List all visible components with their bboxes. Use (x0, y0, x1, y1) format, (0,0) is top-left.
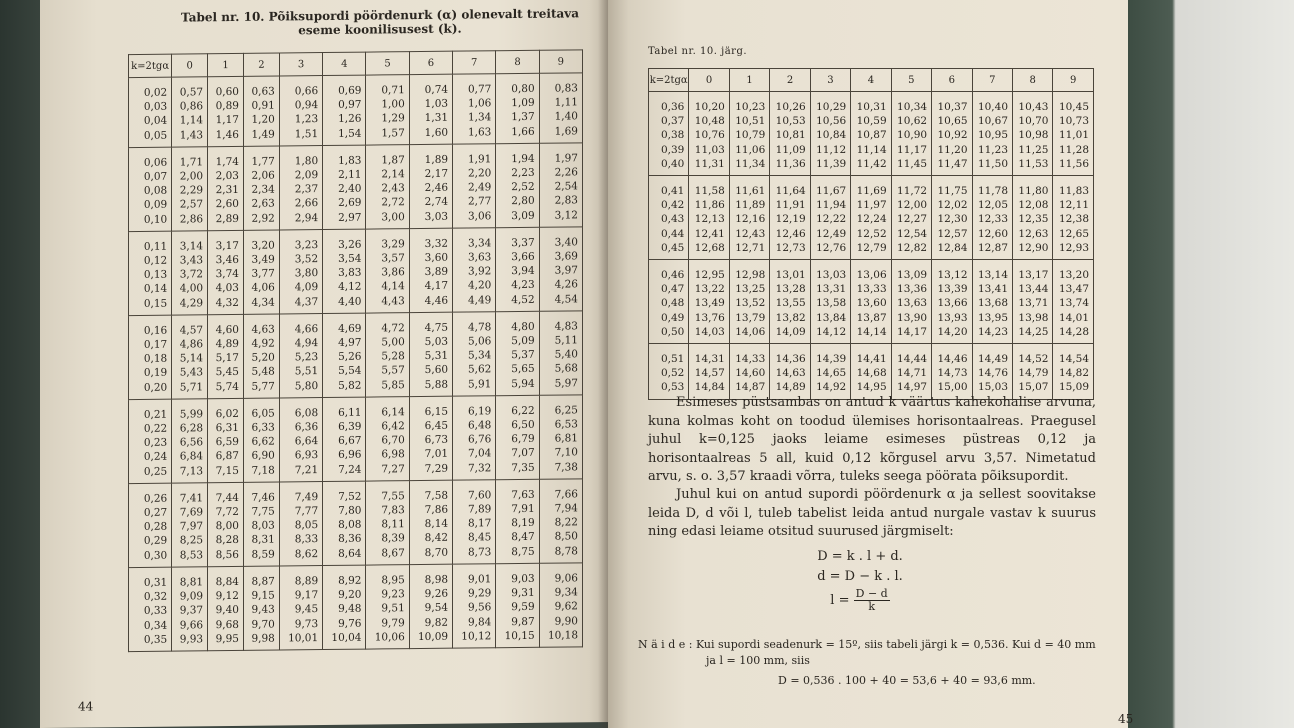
table-row-group (129, 395, 583, 484)
table-title (170, 6, 590, 38)
angle-value-cell: 0,57 0,86 1,14 1,43 (172, 77, 208, 147)
table-continued-label: Tabel nr. 10. järg. (648, 46, 748, 57)
formula-l-fraction (854, 588, 890, 613)
angle-value-cell: 7,63 7,91 8,19 8,47 8,75 (496, 479, 539, 563)
angle-value-cell: 11,80 12,08 12,35 12,63 12,90 (1013, 176, 1053, 260)
angle-value-cell: 6,11 6,39 6,67 6,96 7,24 (323, 397, 366, 481)
angle-value-cell: 14,54 14,82 15,09 (1053, 344, 1094, 400)
table-row-group (129, 73, 583, 148)
angle-value-cell: 0,69 0,97 1,26 1,54 (323, 75, 366, 145)
table-header-cell: k=2tgα (649, 69, 689, 92)
table-header-cell: 6 (409, 51, 452, 74)
angle-value-cell: 3,37 3,66 3,94 4,23 4,52 (496, 227, 539, 311)
angle-value-cell: 7,52 7,80 8,08 8,36 8,64 (323, 481, 366, 565)
fraction-numerator: D − d (855, 587, 888, 600)
angle-value-cell: 0,71 1,00 1,29 1,57 (366, 75, 409, 145)
angle-value-cell: 14,41 14,68 14,95 (851, 344, 891, 400)
table-header-cell: 9 (539, 50, 582, 73)
angle-value-cell: 1,87 2,14 2,43 2,72 3,00 (366, 144, 409, 228)
angle-value-cell: 4,63 4,92 5,20 5,48 5,77 (243, 314, 279, 398)
angle-value-cell: 3,32 3,60 3,89 4,17 4,46 (409, 228, 452, 312)
angle-value-cell: 11,64 11,91 12,19 12,46 12,73 (770, 176, 810, 260)
angle-value-cell: 10,45 10,73 11,01 11,28 11,56 (1053, 92, 1094, 176)
angle-value-cell: 1,74 2,03 2,31 2,60 2,89 (208, 146, 244, 230)
angle-value-cell: 8,81 9,09 9,37 9,66 9,93 (172, 567, 208, 651)
angle-value-cell: 4,78 5,06 5,34 5,62 5,91 (453, 312, 496, 396)
angle-value-cell: 1,97 2,26 2,54 2,83 3,12 (539, 143, 582, 227)
angle-value-cell: 10,31 10,59 10,87 11,14 11,42 (851, 92, 891, 176)
angle-value-cell: 10,43 10,70 10,98 11,25 11,53 (1013, 92, 1053, 176)
angle-value-cell: 13,12 13,39 13,66 13,93 14,20 (932, 260, 972, 344)
table-header-cell: 7 (972, 69, 1012, 92)
k-value-cell: 0,46 0,47 0,48 0,49 0,50 (649, 260, 689, 344)
angle-value-cell: 4,83 5,11 5,40 5,68 5,97 (539, 311, 582, 395)
angle-table-right (648, 68, 1094, 400)
angle-value-cell: 11,78 12,05 12,33 12,60 12,87 (972, 176, 1012, 260)
angle-value-cell: 1,89 2,17 2,46 2,74 3,03 (409, 144, 452, 228)
angle-value-cell: 0,63 0,91 1,20 1,49 (243, 76, 279, 146)
formula-l-lhs: l = (830, 593, 850, 608)
angle-value-cell: 4,57 4,86 5,14 5,43 5,71 (172, 315, 208, 399)
angle-value-cell: 9,03 9,31 9,59 9,87 10,15 (496, 563, 539, 647)
angle-value-cell: 13,09 13,36 13,63 13,90 14,17 (891, 260, 931, 344)
angle-value-cell: 10,40 10,67 10,95 11,23 11,50 (972, 92, 1012, 176)
angle-value-cell: 3,26 3,54 3,83 4,12 4,40 (323, 229, 366, 313)
angle-value-cell: 6,19 6,48 6,76 7,04 7,32 (453, 396, 496, 480)
formula-d: d = D − k . l. (817, 569, 903, 584)
angle-value-cell: 7,46 7,75 8,03 8,31 8,59 (243, 482, 279, 566)
angle-value-cell: 11,83 12,11 12,38 12,65 12,93 (1053, 176, 1094, 260)
angle-value-cell: 1,71 2,00 2,29 2,57 2,86 (172, 147, 208, 231)
angle-value-cell: 11,67 11,94 12,22 12,49 12,76 (810, 176, 850, 260)
paragraph-instruction: Juhul kui on antud supordi pöördenurk α ja sellest soovitakse leida D, d või l, tuleb tabelist leida antud nurgale vastav k suurus ning edasi leiame otsitud suurused järgmiselt: (648, 487, 1096, 539)
angle-value-cell: 1,77 2,06 2,34 2,63 2,92 (243, 146, 279, 230)
angle-value-cell: 12,98 13,25 13,52 13,79 14,06 (729, 260, 769, 344)
angle-value-cell: 4,75 5,03 5,31 5,60 5,88 (409, 312, 452, 396)
angle-value-cell: 0,66 0,94 1,23 1,51 (279, 76, 322, 146)
example-line1: N ä i d e : Kui supordi seadenurk = 15º, siis tabeli järgi k = 0,536. Kui d = 40 mm (638, 638, 1096, 651)
angle-value-cell: 14,31 14,57 14,84 (689, 344, 729, 400)
left-page (40, 0, 612, 728)
table-header-cell: 0 (172, 54, 208, 77)
angle-value-cell: 13,06 13,33 13,60 13,87 14,14 (851, 260, 891, 344)
angle-value-cell: 8,95 9,23 9,51 9,79 10,06 (366, 565, 409, 649)
table-header-cell: 4 (851, 69, 891, 92)
table-row-group (129, 227, 583, 316)
angle-value-cell: 13,03 13,31 13,58 13,84 14,12 (810, 260, 850, 344)
angle-value-cell: 11,72 12,00 12,27 12,54 12,82 (891, 176, 931, 260)
table-header-cell: 4 (323, 52, 366, 75)
angle-value-cell: 8,89 9,17 9,45 9,73 10,01 (279, 565, 322, 649)
k-value-cell: 0,31 0,32 0,33 0,34 0,35 (129, 567, 172, 651)
table-header-cell: 5 (891, 69, 931, 92)
angle-value-cell: 13,17 13,44 13,71 13,98 14,25 (1013, 260, 1053, 344)
fraction-denominator: k (868, 600, 875, 613)
angle-value-cell: 14,49 14,76 15,03 (972, 344, 1012, 400)
table-header-cell: 9 (1053, 69, 1094, 92)
angle-value-cell: 14,44 14,71 14,97 (891, 344, 931, 400)
angle-value-cell: 11,58 11,86 12,13 12,41 12,68 (689, 176, 729, 260)
table-header-cell: 0 (689, 69, 729, 92)
angle-value-cell: 0,74 1,03 1,31 1,60 (409, 74, 452, 144)
angle-value-cell: 8,98 9,26 9,54 9,82 10,09 (409, 564, 452, 648)
angle-value-cell: 3,40 3,69 3,97 4,26 4,54 (539, 227, 582, 311)
angle-value-cell: 7,55 7,83 8,11 8,39 8,67 (366, 481, 409, 565)
angle-value-cell: 1,83 2,11 2,40 2,69 2,97 (323, 145, 366, 229)
table-row-group (649, 176, 1094, 260)
angle-value-cell: 7,41 7,69 7,97 8,25 8,53 (172, 483, 208, 567)
desk-paper-right (1120, 0, 1294, 728)
example-line3: D = 0,536 . 100 + 40 = 53,6 + 40 = 93,6 mm. (778, 674, 1036, 687)
angle-value-cell: 4,80 5,09 5,37 5,65 5,94 (496, 311, 539, 395)
angle-value-cell: 6,02 6,31 6,59 6,87 7,15 (208, 398, 244, 482)
angle-value-cell: 6,05 6,33 6,62 6,90 7,18 (243, 398, 279, 482)
table-row-group (649, 344, 1094, 400)
angle-value-cell: 4,66 4,94 5,23 5,51 5,80 (279, 313, 322, 397)
angle-value-cell: 14,39 14,65 14,92 (810, 344, 850, 400)
angle-value-cell: 7,44 7,72 8,00 8,28 8,56 (208, 482, 244, 566)
angle-value-cell: 9,06 9,34 9,62 9,90 10,18 (539, 563, 582, 647)
table-header-cell: 3 (810, 69, 850, 92)
table-header-cell: 2 (243, 53, 279, 76)
angle-value-cell: 1,80 2,09 2,37 2,66 2,94 (279, 145, 322, 229)
angle-value-cell: 7,58 7,86 8,14 8,42 8,70 (409, 480, 452, 564)
k-value-cell: 0,16 0,17 0,18 0,19 0,20 (129, 315, 172, 399)
example-block (638, 637, 1108, 689)
table-header-cell: 6 (932, 69, 972, 92)
table-row-group (129, 143, 583, 232)
angle-value-cell: 6,22 6,50 6,79 7,07 7,35 (496, 395, 539, 479)
formula-D: D = k . l + d. (817, 549, 903, 564)
example-line2: ja l = 100 mm, siis (706, 654, 810, 667)
angle-value-cell: 13,14 13,41 13,68 13,95 14,23 (972, 260, 1012, 344)
angle-value-cell: 3,34 3,63 3,92 4,20 4,49 (453, 228, 496, 312)
angle-value-cell: 14,36 14,63 14,89 (770, 344, 810, 400)
angle-value-cell: 3,29 3,57 3,86 4,14 4,43 (366, 228, 409, 312)
angle-value-cell: 6,14 6,42 6,70 6,98 7,27 (366, 396, 409, 480)
angle-value-cell: 11,75 12,02 12,30 12,57 12,84 (932, 176, 972, 260)
angle-value-cell: 14,52 14,79 15,07 (1013, 344, 1053, 400)
angle-value-cell: 1,94 2,23 2,52 2,80 3,09 (496, 143, 539, 227)
angle-value-cell: 4,69 4,97 5,26 5,54 5,82 (323, 313, 366, 397)
angle-value-cell: 3,20 3,49 3,77 4,06 4,34 (243, 230, 279, 314)
table-row-group (649, 260, 1094, 344)
formula-l (760, 588, 960, 613)
angle-value-cell: 13,01 13,28 13,55 13,82 14,09 (770, 260, 810, 344)
table-header-cell: 1 (729, 69, 769, 92)
angle-value-cell: 10,37 10,65 10,92 11,20 11,47 (932, 92, 972, 176)
k-value-cell: 0,11 0,12 0,13 0,14 0,15 (129, 231, 172, 315)
angle-value-cell: 0,60 0,89 1,17 1,46 (208, 76, 244, 146)
angle-value-cell: 11,69 11,97 12,24 12,52 12,79 (851, 176, 891, 260)
angle-value-cell: 7,60 7,89 8,17 8,45 8,73 (453, 480, 496, 564)
table-row-group (129, 311, 583, 400)
table-title-line1: Tabel nr. 10. Põiksupordi pöördenurk (α) olenevalt treitava (180, 6, 580, 25)
angle-value-cell: 0,83 1,11 1,40 1,69 (539, 73, 582, 143)
angle-value-cell: 4,72 5,00 5,28 5,57 5,85 (366, 312, 409, 396)
angle-value-cell: 4,60 4,89 5,17 5,45 5,74 (208, 314, 244, 398)
page-number-right: 45 (1118, 712, 1134, 726)
k-value-cell: 0,26 0,27 0,28 0,29 0,30 (129, 483, 172, 567)
table-header-cell: 3 (279, 53, 322, 76)
k-value-cell: 0,36 0,37 0,38 0,39 0,40 (649, 92, 689, 176)
table-header-cell: 8 (496, 50, 539, 73)
angle-value-cell: 8,84 9,12 9,40 9,68 9,95 (208, 566, 244, 650)
table-header-cell: 5 (366, 52, 409, 75)
angle-value-cell: 5,99 6,28 6,56 6,84 7,13 (172, 399, 208, 483)
angle-value-cell: 10,23 10,51 10,79 11,06 11,34 (729, 92, 769, 176)
table-header-cell: 1 (208, 53, 244, 76)
k-value-cell: 0,51 0,52 0,53 (649, 344, 689, 400)
angle-value-cell: 8,92 9,20 9,48 9,76 10,04 (323, 565, 366, 649)
angle-value-cell: 6,08 6,36 6,64 6,93 7,21 (279, 397, 322, 481)
angle-value-cell: 12,95 13,22 13,49 13,76 14,03 (689, 260, 729, 344)
angle-value-cell: 6,15 6,45 6,73 7,01 7,29 (409, 396, 452, 480)
angle-value-cell: 0,80 1,09 1,37 1,66 (496, 73, 539, 143)
table-header-cell: 7 (453, 51, 496, 74)
angle-value-cell: 14,33 14,60 14,87 (729, 344, 769, 400)
paragraph-explanation: Esimeses püstsambas on antud k väärtus kahekohalise arvuna, kuna kolmas koht on toodud ülemises horisontaalreas. Praegusel juhul k=0,125 jaoks leiame esimeses püstreas 0,12 ja horisontaalreas 5 all, kuid 0,12 kõrgusel arvu 3,57. Nimetatud arvu, s. o. 3,57 kraadi võrra, tuleks seega pöörata põiksupordit. (648, 395, 1096, 484)
table-header-cell: 8 (1013, 69, 1053, 92)
angle-value-cell: 11,61 11,89 12,16 12,43 12,71 (729, 176, 769, 260)
angle-value-cell: 6,25 6,53 6,81 7,10 7,38 (539, 395, 582, 479)
k-value-cell: 0,21 0,22 0,23 0,24 0,25 (129, 399, 172, 483)
angle-value-cell: 1,91 2,20 2,49 2,77 3,06 (453, 144, 496, 228)
angle-value-cell: 10,29 10,56 10,84 11,12 11,39 (810, 92, 850, 176)
table-row-group (129, 479, 583, 568)
angle-value-cell: 0,77 1,06 1,34 1,63 (453, 74, 496, 144)
table-header-cell: 2 (770, 69, 810, 92)
k-value-cell: 0,02 0,03 0,04 0,05 (129, 77, 172, 147)
angle-value-cell: 10,26 10,53 10,81 11,09 11,36 (770, 92, 810, 176)
angle-value-cell: 3,17 3,46 3,74 4,03 4,32 (208, 230, 244, 314)
k-value-cell: 0,06 0,07 0,08 0,09 0,10 (129, 147, 172, 231)
angle-value-cell: 8,87 9,15 9,43 9,70 9,98 (243, 566, 279, 650)
angle-value-cell: 3,14 3,43 3,72 4,00 4,29 (172, 231, 208, 315)
angle-value-cell: 10,34 10,62 10,90 11,17 11,45 (891, 92, 931, 176)
angle-value-cell: 7,66 7,94 8,22 8,50 8,78 (539, 479, 582, 563)
angle-value-cell: 7,49 7,77 8,05 8,33 8,62 (279, 481, 322, 565)
angle-table-left (128, 49, 583, 652)
right-page (608, 0, 1134, 728)
angle-value-cell: 10,20 10,48 10,76 11,03 11,31 (689, 92, 729, 176)
table-row-group (129, 563, 583, 652)
table-row-group (649, 92, 1094, 176)
angle-value-cell: 3,23 3,52 3,80 4,09 4,37 (279, 229, 322, 313)
k-value-cell: 0,41 0,42 0,43 0,44 0,45 (649, 176, 689, 260)
table-title-line2: eseme koonilisusest (k). (298, 21, 462, 38)
angle-value-cell: 14,46 14,73 15,00 (932, 344, 972, 400)
angle-value-cell: 9,01 9,29 9,56 9,84 10,12 (453, 564, 496, 648)
angle-value-cell: 13,20 13,47 13,74 14,01 14,28 (1053, 260, 1094, 344)
table-header-cell: k=2tgα (129, 54, 172, 77)
page-number-left: 44 (78, 699, 94, 714)
